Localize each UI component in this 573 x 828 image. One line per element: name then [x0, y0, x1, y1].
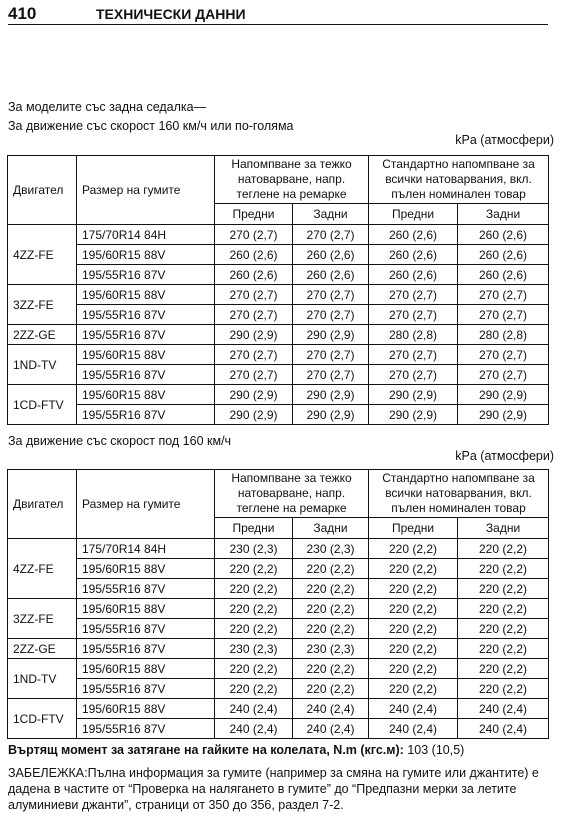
table-row — [8, 659, 549, 679]
standard-front-cell: 270 (2,7) — [369, 285, 458, 305]
tire-size-cell: 195/55R16 87V — [77, 719, 215, 739]
table-row — [8, 325, 549, 345]
standard-load-header: Стандартно напомпване за всички натоварвания, вкл. пълен номинален товар — [369, 470, 549, 518]
heavy-front-cell: 270 (2,7) — [215, 225, 293, 245]
engine-cell: 3ZZ-FE — [8, 285, 77, 325]
heavy-front-cell: 270 (2,7) — [215, 365, 293, 385]
heavy-rear-cell: 220 (2,2) — [293, 579, 369, 599]
heavy-load-header: Напомпване за тежко натоварване, напр. теглене на ремарке — [215, 156, 369, 204]
engine-cell: 4ZZ-FE — [8, 225, 77, 285]
tire-size-cell: 195/60R15 88V — [77, 599, 215, 619]
standard-rear-cell: 240 (2,4) — [458, 719, 549, 739]
standard-rear-cell: 290 (2,9) — [458, 405, 549, 425]
heavy-front-cell: 240 (2,4) — [215, 719, 293, 739]
standard-rear-cell: 280 (2,8) — [458, 325, 549, 345]
page-header — [8, 2, 548, 25]
table-row — [8, 559, 549, 579]
table-row — [8, 579, 549, 599]
heavy-rear-cell: 270 (2,7) — [293, 305, 369, 325]
standard-front-cell: 220 (2,2) — [369, 659, 458, 679]
torque-label: Въртящ момент за затягане на гайките на колелата, N.m (кгс.м): — [8, 743, 404, 757]
standard-front-cell: 240 (2,4) — [369, 699, 458, 719]
tire-size-cell: 195/55R16 87V — [77, 365, 215, 385]
heavy-rear-cell: 230 (2,3) — [293, 539, 369, 559]
tire-size-cell: 195/55R16 87V — [77, 265, 215, 285]
tire-size-cell: 195/55R16 87V — [77, 679, 215, 699]
front-header: Предни — [215, 518, 293, 539]
units-label: kPa (атмосфери) — [455, 449, 554, 463]
tire-size-cell: 175/70R14 84H — [77, 539, 215, 559]
standard-rear-cell: 270 (2,7) — [458, 305, 549, 325]
tire-size-cell: 195/55R16 87V — [77, 325, 215, 345]
heavy-rear-cell: 290 (2,9) — [293, 405, 369, 425]
speed-condition-low: За движение със скорост под 160 км/ч — [8, 434, 232, 448]
heavy-front-cell: 290 (2,9) — [215, 385, 293, 405]
heavy-rear-cell: 270 (2,7) — [293, 365, 369, 385]
standard-rear-cell: 220 (2,2) — [458, 639, 549, 659]
table-row — [8, 599, 549, 619]
heavy-front-cell: 220 (2,2) — [215, 599, 293, 619]
heavy-front-cell: 290 (2,9) — [215, 405, 293, 425]
heavy-front-cell: 240 (2,4) — [215, 699, 293, 719]
table-row — [8, 719, 549, 739]
heavy-rear-cell: 220 (2,2) — [293, 659, 369, 679]
table-row — [8, 385, 549, 405]
rear-header: Задни — [458, 518, 549, 539]
heavy-rear-cell: 240 (2,4) — [293, 719, 369, 739]
tire-size-cell: 195/60R15 88V — [77, 659, 215, 679]
standard-rear-cell: 220 (2,2) — [458, 579, 549, 599]
standard-rear-cell: 220 (2,2) — [458, 539, 549, 559]
torque-value: 103 (10,5) — [407, 743, 465, 757]
standard-rear-cell: 270 (2,7) — [458, 345, 549, 365]
table-row — [8, 405, 549, 425]
units-label: kPa (атмосфери) — [455, 133, 554, 147]
engine-cell: 4ZZ-FE — [8, 539, 77, 599]
heavy-front-cell: 260 (2,6) — [215, 265, 293, 285]
tire-size-header: Размер на гумите — [77, 470, 215, 539]
standard-rear-cell: 260 (2,6) — [458, 265, 549, 285]
heavy-rear-cell: 270 (2,7) — [293, 225, 369, 245]
standard-rear-cell: 270 (2,7) — [458, 285, 549, 305]
standard-rear-cell: 220 (2,2) — [458, 679, 549, 699]
standard-front-cell: 220 (2,2) — [369, 539, 458, 559]
table-row — [8, 639, 549, 659]
heavy-front-cell: 270 (2,7) — [215, 285, 293, 305]
standard-front-cell: 240 (2,4) — [369, 719, 458, 739]
tire-size-cell: 195/60R15 88V — [77, 699, 215, 719]
heavy-rear-cell: 270 (2,7) — [293, 285, 369, 305]
standard-front-cell: 220 (2,2) — [369, 679, 458, 699]
engine-cell: 1CD-FTV — [8, 699, 77, 739]
standard-rear-cell: 240 (2,4) — [458, 699, 549, 719]
table-row — [8, 679, 549, 699]
standard-front-cell: 220 (2,2) — [369, 559, 458, 579]
section-title: ТЕХНИЧЕСКИ ДАННИ — [96, 6, 246, 22]
heavy-load-header: Напомпване за тежко натоварване, напр. теглене на ремарке — [215, 470, 369, 518]
rear-header: Задни — [293, 204, 369, 225]
standard-front-cell: 290 (2,9) — [369, 405, 458, 425]
heavy-rear-cell: 290 (2,9) — [293, 385, 369, 405]
standard-front-cell: 270 (2,7) — [369, 365, 458, 385]
heavy-rear-cell: 220 (2,2) — [293, 619, 369, 639]
page-number: 410 — [8, 4, 37, 23]
table-row — [8, 265, 549, 285]
standard-front-cell: 260 (2,6) — [369, 265, 458, 285]
front-header: Предни — [369, 204, 458, 225]
table-row — [8, 305, 549, 325]
engine-header: Двигател — [8, 156, 77, 225]
engine-cell: 2ZZ-GE — [8, 639, 77, 659]
standard-rear-cell: 220 (2,2) — [458, 599, 549, 619]
heavy-rear-cell: 260 (2,6) — [293, 265, 369, 285]
heavy-front-cell: 290 (2,9) — [215, 325, 293, 345]
models-intro: За моделите със задна седалка— — [8, 100, 207, 114]
heavy-front-cell: 220 (2,2) — [215, 659, 293, 679]
standard-rear-cell: 260 (2,6) — [458, 245, 549, 265]
heavy-front-cell: 230 (2,3) — [215, 539, 293, 559]
tire-size-cell: 195/55R16 87V — [77, 619, 215, 639]
heavy-front-cell: 270 (2,7) — [215, 305, 293, 325]
tire-size-cell: 195/60R15 88V — [77, 559, 215, 579]
pressure-table-high-speed — [7, 155, 549, 425]
standard-rear-cell: 290 (2,9) — [458, 385, 549, 405]
standard-front-cell: 260 (2,6) — [369, 225, 458, 245]
table-row — [8, 619, 549, 639]
speed-condition-high: За движение със скорост 160 км/ч или по-голяма — [8, 119, 294, 133]
heavy-rear-cell: 220 (2,2) — [293, 559, 369, 579]
engine-cell: 1CD-FTV — [8, 385, 77, 425]
standard-front-cell: 290 (2,9) — [369, 385, 458, 405]
tire-size-cell: 195/55R16 87V — [77, 405, 215, 425]
table-row — [8, 245, 549, 265]
heavy-front-cell: 220 (2,2) — [215, 559, 293, 579]
standard-front-cell: 270 (2,7) — [369, 305, 458, 325]
tire-size-cell: 195/60R15 88V — [77, 245, 215, 265]
standard-rear-cell: 220 (2,2) — [458, 559, 549, 579]
standard-rear-cell: 260 (2,6) — [458, 225, 549, 245]
heavy-rear-cell: 260 (2,6) — [293, 245, 369, 265]
table-row — [8, 225, 549, 245]
standard-front-cell: 260 (2,6) — [369, 245, 458, 265]
heavy-front-cell: 220 (2,2) — [215, 579, 293, 599]
front-header: Предни — [215, 204, 293, 225]
tire-size-cell: 195/55R16 87V — [77, 579, 215, 599]
standard-front-cell: 280 (2,8) — [369, 325, 458, 345]
heavy-front-cell: 270 (2,7) — [215, 345, 293, 365]
pressure-table-low-speed — [7, 469, 549, 739]
tire-size-cell: 195/60R15 88V — [77, 345, 215, 365]
heavy-rear-cell: 220 (2,2) — [293, 599, 369, 619]
note-text: Пълна информация за гумите (например за смяна на гумите или джантите) е дадена в частите от “Проверка на налягането в гумите” до “Предпазни мерки за летите алуминиеви джанти”, страници от 350 до 356, раздел 7-2. — [8, 766, 539, 812]
standard-front-cell: 220 (2,2) — [369, 579, 458, 599]
tire-size-cell: 195/60R15 88V — [77, 285, 215, 305]
standard-front-cell: 220 (2,2) — [369, 639, 458, 659]
tire-size-cell: 195/60R15 88V — [77, 385, 215, 405]
tire-size-header: Размер на гумите — [77, 156, 215, 225]
engine-cell: 1ND-TV — [8, 345, 77, 385]
tire-size-cell: 195/55R16 87V — [77, 305, 215, 325]
table-row — [8, 365, 549, 385]
heavy-rear-cell: 240 (2,4) — [293, 699, 369, 719]
heavy-rear-cell: 220 (2,2) — [293, 679, 369, 699]
tire-size-cell: 195/55R16 87V — [77, 639, 215, 659]
standard-rear-cell: 270 (2,7) — [458, 365, 549, 385]
table-row — [8, 699, 549, 719]
front-header: Предни — [369, 518, 458, 539]
heavy-rear-cell: 290 (2,9) — [293, 325, 369, 345]
standard-load-header: Стандартно напомпване за всички натоварвания, вкл. пълен номинален товар — [369, 156, 549, 204]
engine-cell: 3ZZ-FE — [8, 599, 77, 639]
standard-front-cell: 270 (2,7) — [369, 345, 458, 365]
torque-spec — [8, 743, 464, 757]
engine-header: Двигател — [8, 470, 77, 539]
engine-cell: 1ND-TV — [8, 659, 77, 699]
rear-header: Задни — [458, 204, 549, 225]
rear-header: Задни — [293, 518, 369, 539]
heavy-rear-cell: 230 (2,3) — [293, 639, 369, 659]
heavy-front-cell: 220 (2,2) — [215, 679, 293, 699]
standard-front-cell: 220 (2,2) — [369, 599, 458, 619]
standard-front-cell: 220 (2,2) — [369, 619, 458, 639]
heavy-rear-cell: 270 (2,7) — [293, 345, 369, 365]
heavy-front-cell: 230 (2,3) — [215, 639, 293, 659]
standard-rear-cell: 220 (2,2) — [458, 619, 549, 639]
heavy-front-cell: 220 (2,2) — [215, 619, 293, 639]
footnote — [8, 765, 553, 813]
note-label: ЗАБЕЛЕЖКА: — [8, 766, 88, 780]
standard-rear-cell: 220 (2,2) — [458, 659, 549, 679]
heavy-front-cell: 260 (2,6) — [215, 245, 293, 265]
tire-size-cell: 175/70R14 84H — [77, 225, 215, 245]
table-row — [8, 345, 549, 365]
table-row — [8, 539, 549, 559]
table-row — [8, 285, 549, 305]
engine-cell: 2ZZ-GE — [8, 325, 77, 345]
